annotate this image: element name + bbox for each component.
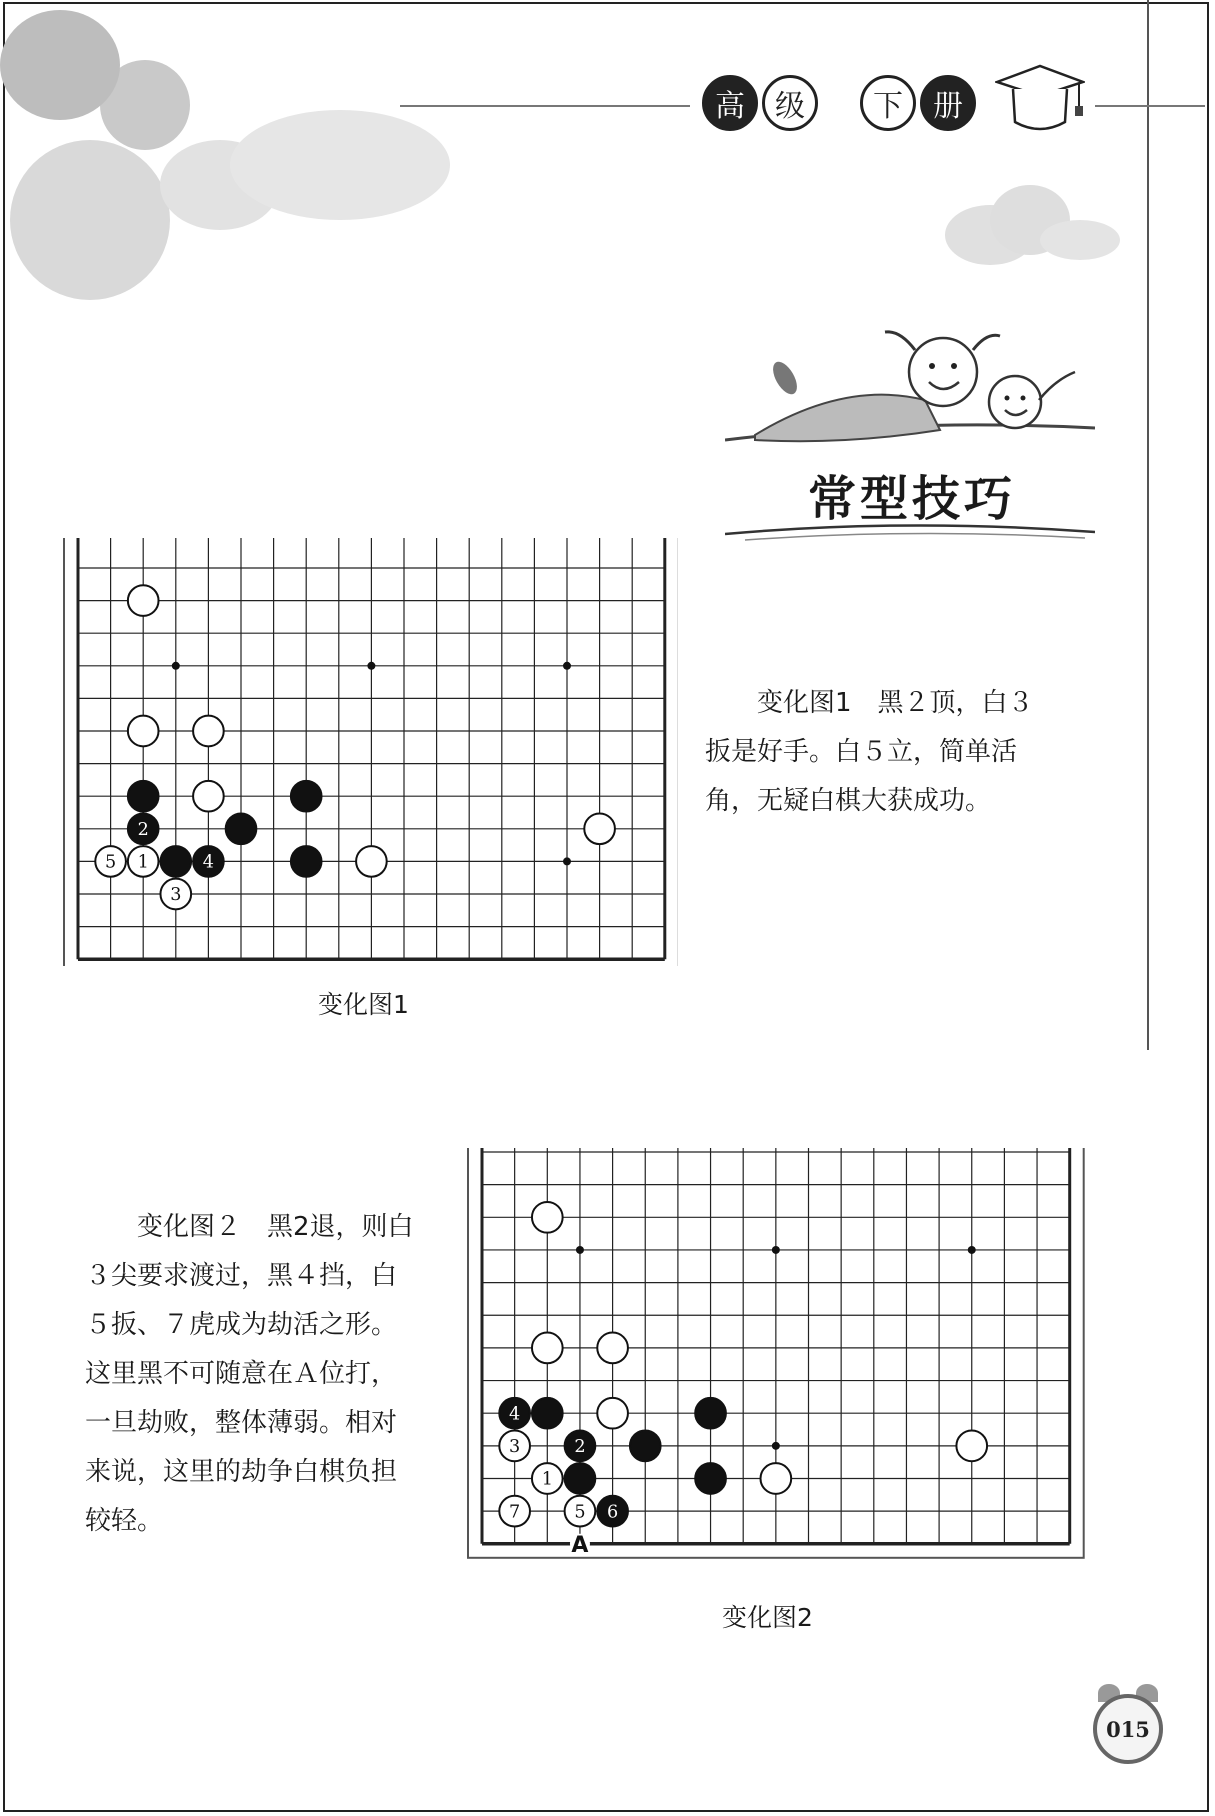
go-board-figure-1 — [62, 538, 678, 966]
black-stone — [291, 846, 322, 877]
move-number: 7 — [509, 1502, 521, 1523]
white-stone — [597, 1398, 628, 1429]
black-stone — [532, 1398, 563, 1429]
white-stone — [597, 1333, 628, 1364]
header-badge-high: 高 — [702, 75, 758, 131]
black-stone — [226, 813, 257, 844]
kids-illustration — [725, 310, 1095, 460]
star-point — [172, 662, 180, 670]
white-stone — [356, 846, 387, 877]
black-stone — [128, 781, 159, 812]
white-stone — [584, 813, 615, 844]
graduation-cap-icon — [995, 62, 1085, 134]
black-stone — [630, 1431, 661, 1462]
move-number: 2 — [574, 1437, 586, 1458]
header-badge-level: 级 — [762, 75, 818, 131]
move-number: 5 — [104, 852, 117, 873]
go-board-figure-2 — [465, 1148, 1086, 1580]
move-number: 1 — [137, 852, 149, 873]
white-stone — [761, 1463, 792, 1494]
star-point — [367, 662, 375, 670]
figure-2-description: 变化图２ 黑2退，则白３尖要求渡过，黑４挡，白５扳、７虎成为劫活之形。这里黑不可随意在Ａ位打，一旦劫败，整体薄弱。相对来说，这里的劫争白棋负担较轻。 — [85, 1212, 414, 1536]
move-number: 3 — [509, 1437, 521, 1458]
figure-2-caption: 变化图2 — [722, 1603, 813, 1632]
star-point — [563, 662, 571, 670]
move-number: 3 — [170, 885, 182, 906]
header-badge-down: 下 — [860, 75, 916, 131]
white-stone — [193, 781, 224, 812]
black-stone — [695, 1398, 726, 1429]
move-number: 6 — [606, 1502, 619, 1523]
header-rule-left — [400, 105, 690, 107]
white-stone — [128, 585, 159, 616]
white-stone — [193, 716, 224, 747]
white-stone — [128, 716, 159, 747]
page-number: 015 — [1093, 1694, 1163, 1764]
star-point — [968, 1246, 976, 1254]
title-underline-swoosh — [725, 522, 1095, 546]
board-figure-2-svg — [465, 1148, 1086, 1580]
white-stone — [956, 1431, 987, 1462]
black-stone — [565, 1463, 596, 1494]
move-number: 1 — [541, 1469, 553, 1490]
star-point — [563, 857, 571, 865]
move-number: 5 — [574, 1502, 586, 1523]
header-rule-right — [1095, 105, 1205, 107]
black-stone — [160, 846, 191, 877]
section-title: 常型技巧 — [808, 471, 1017, 527]
star-point — [772, 1442, 780, 1450]
position-marker-a: A — [571, 1532, 589, 1558]
right-rule — [1147, 0, 1149, 1050]
star-point — [772, 1246, 780, 1254]
white-stone — [532, 1333, 563, 1364]
white-stone — [532, 1202, 563, 1233]
move-number: 4 — [202, 852, 215, 873]
figure-1-caption: 变化图1 — [318, 990, 409, 1019]
board-figure-1-svg — [62, 538, 678, 966]
star-point — [576, 1246, 584, 1254]
move-number: 2 — [137, 819, 149, 840]
black-stone — [695, 1463, 726, 1494]
move-number: 4 — [509, 1404, 521, 1425]
black-stone — [291, 781, 322, 812]
figure-1-description: 变化图1 黑２顶，白３扳是好手。白５立，简单活角，无疑白棋大获成功。 — [705, 688, 1034, 816]
header-badge-volume: 册 — [920, 75, 976, 131]
